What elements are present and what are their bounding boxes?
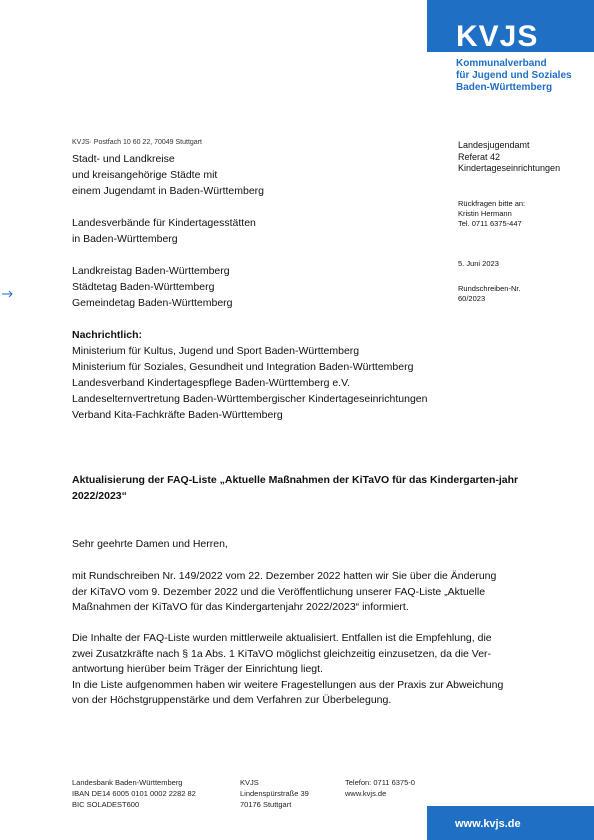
sender-line: KVJS· Postfach 10 60 22, 70049 Stuttgart: [72, 139, 202, 146]
paragraph-2: Die Inhalte der FAQ-Liste wurden mittlerweile aktualisiert. Entfallen ist die Empfehlung, die zwei Zusatzkräfte nach § 1a Abs. 1 KiTaVO möglichst gleichzeitig einzusetzen, da die Ver- antwortung hierüber beim Träger der Einrichtung liegt. In die Liste aufgenommen haben wir weitere Fragestellungen aus der Praxis zur Abweichung von der Höchstgruppenstärke und dem Verfahren zur Überbelegung.: [72, 632, 504, 706]
contact-info: Rückfragen bitte an: Kristin Hermann Tel. 0711 6375-447: [458, 199, 526, 228]
footer-bank: Landesbank Baden-Württemberg IBAN DE14 6005 0101 0002 2282 82 BIC SOLADEST600: [72, 778, 196, 809]
cc-label: Nachrichtlich:: [72, 329, 143, 341]
logo-subtitle: Kommunalverband für Jugend und Soziales Baden-Württemberg: [456, 58, 572, 93]
circular-info: Rundschreiben-Nr. 60/2023: [458, 284, 521, 303]
recipient-block-3: Landkreistag Baden-Württemberg Städtetag Baden-Württemberg Gemeindetag Baden-Württemberg: [72, 265, 233, 309]
logo-wordmark: KVJS: [456, 20, 539, 53]
letter-date: 5. Juni 2023: [458, 259, 499, 268]
cc-block: Nachrichtlich: Ministerium für Kultus, Jugend und Sport Baden-Württemberg Ministerium für Soziales, Gesundheit und Integration Baden-Württemberg Landesverband Kindertagespflege Baden-Württemberg e.V. Landeselternvertretung Baden-Württembergischer Kindertageseinrichtungen Verband Kita-Fachkräfte Baden-Württemberg: [72, 329, 428, 421]
footer-address: KVJS Lindenspürstraße 39 70176 Stuttgart: [240, 778, 309, 809]
fold-mark-arrow-icon: [2, 288, 14, 300]
salutation: Sehr geehrte Damen und Herren,: [72, 538, 228, 550]
department-info: Landesjugendamt Referat 42 Kindertageseinrichtungen: [458, 140, 561, 173]
subject-line: Aktualisierung der FAQ-Liste „Aktuelle Maßnahmen der KiTaVO für das Kindergarten-jahr 2022/2023“: [72, 474, 519, 502]
paragraph-1: mit Rundschreiben Nr. 149/2022 vom 22. Dezember 2022 hatten wir Sie über die Änderung der KiTaVO vom 9. Dezember 2022 und die Veröffentlichung unserer FAQ-Liste „Aktuelle Maßnahmen der KiTaVO für das Kindergartenjahr 2022/2023“ informiert.: [72, 570, 497, 613]
footer-website-link[interactable]: www.kvjs.de: [455, 818, 521, 830]
recipient-block-2: Landesverbände für Kindertagesstätten in Baden-Württemberg: [72, 217, 256, 245]
recipient-block-1: Stadt- und Landkreise und kreisangehörige Städte mit einem Jugendamt in Baden-Württemberg: [72, 153, 265, 197]
footer-contact: Telefon: 0711 6375-0 www.kvjs.de: [345, 778, 415, 798]
